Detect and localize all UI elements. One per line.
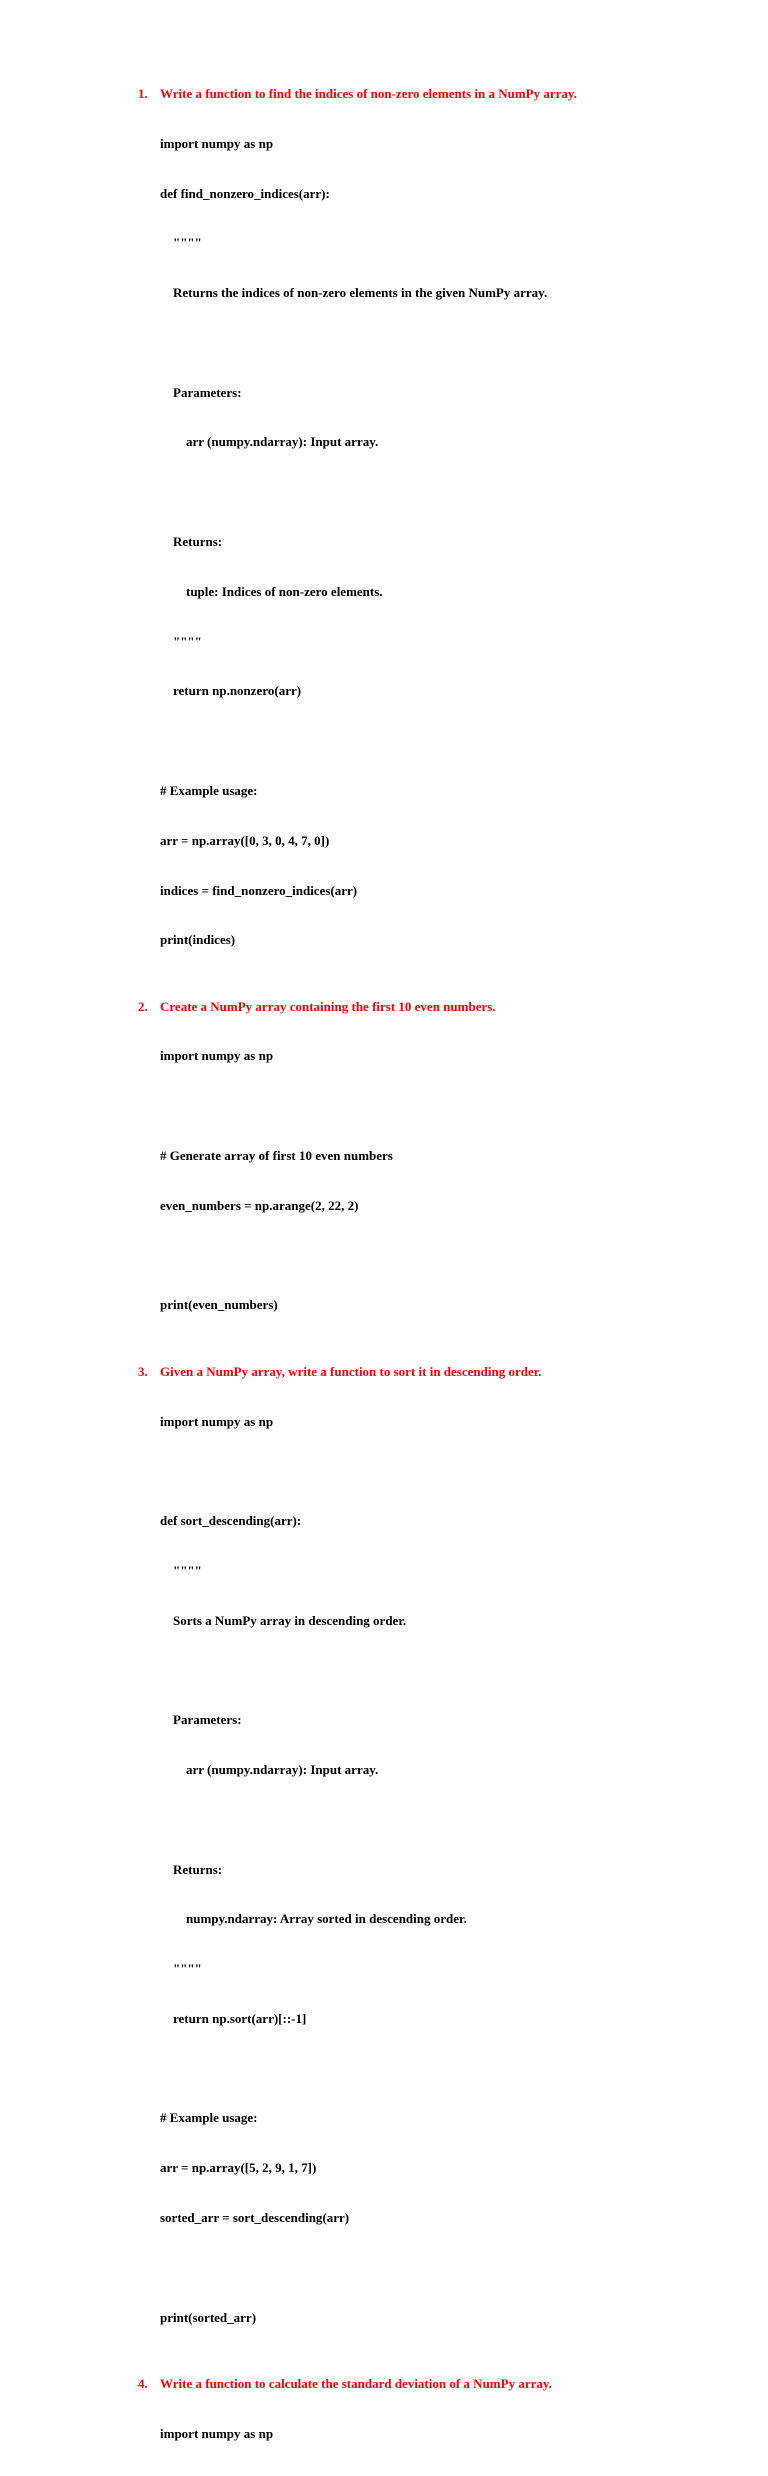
code-line [160, 484, 768, 501]
code-line: """" [160, 1562, 202, 1578]
code-line: Returns the indices of non-zero elements in the given NumPy array. [160, 285, 548, 301]
question-number: 3. [138, 1363, 148, 1379]
question-heading [0, 1364, 768, 1381]
code-line [160, 2061, 768, 2078]
code-line: # Example usage: [160, 2110, 258, 2126]
code-line: sorted_arr = sort_descending(arr) [160, 2210, 350, 2225]
code-line: def find_nonzero_indices(arr): [160, 185, 330, 201]
code-line: arr (numpy.ndarray): Input array. [160, 1761, 379, 1777]
spacer [0, 1347, 768, 1364]
question-title: Write a function to calculate the standard deviation of a NumPy array. [160, 2375, 552, 2391]
question-title: Given a NumPy array, write a function to sort it in descending order. [160, 1363, 542, 1379]
code-line [160, 1248, 768, 1265]
question-title: Write a function to find the indices of non-zero elements in a NumPy array. [160, 86, 577, 101]
question-number: 2. [138, 998, 148, 1014]
code-line [160, 2260, 768, 2277]
question-number: 4. [138, 2375, 148, 2391]
code-line: Returns: [160, 1861, 223, 1877]
code-line: arr = np.array([0, 3, 0, 4, 7, 0]) [160, 832, 330, 848]
code-line: print(indices) [160, 932, 236, 948]
code-line: return np.sort(arr)[::-1] [160, 2010, 307, 2026]
question-heading [0, 2376, 768, 2393]
question-title: Create a NumPy array containing the first 10 even numbers. [160, 998, 496, 1014]
question-3 [0, 1364, 768, 2360]
code-line: import numpy as np [160, 1048, 274, 1064]
code-line: import numpy as np [160, 135, 274, 151]
code-line: return np.nonzero(arr) [160, 683, 302, 699]
code-line [160, 1662, 768, 1679]
code-line [160, 1812, 768, 1829]
question-number: 1. [138, 86, 148, 101]
question-4 [0, 2376, 768, 2476]
code-line: Parameters: [160, 384, 242, 400]
code-line: def sort_descending(arr): [160, 1513, 302, 1529]
code-line: print(sorted_arr) [160, 2309, 257, 2325]
code-line: """" [160, 633, 202, 649]
code-line [160, 1463, 768, 1480]
code-line: import numpy as np [160, 1413, 274, 1429]
document-page [0, 86, 768, 2476]
code-line: Returns: [160, 534, 223, 550]
code-line [160, 1098, 768, 1115]
question-heading [0, 86, 768, 103]
question-heading [0, 999, 768, 1016]
code-line [160, 733, 768, 750]
code-line: even_numbers = np.arange(2, 22, 2) [160, 1197, 359, 1213]
code-block [0, 2393, 768, 2476]
code-line: # Example usage: [160, 782, 258, 798]
code-line: print(even_numbers) [160, 1297, 278, 1313]
code-line: arr = np.array([5, 2, 9, 1, 7]) [160, 2160, 317, 2176]
code-block [0, 103, 768, 982]
code-line: # Generate array of first 10 even numbers [160, 1148, 393, 1163]
code-line: Sorts a NumPy array in descending order. [160, 1612, 407, 1628]
code-line: Parameters: [160, 1712, 242, 1728]
question-2 [0, 999, 768, 1347]
code-block [0, 1015, 768, 1347]
code-line: indices = find_nonzero_indices(arr) [160, 882, 358, 898]
code-block [0, 1380, 768, 2359]
spacer [0, 982, 768, 999]
code-line [160, 335, 768, 352]
code-line: """" [160, 1961, 202, 1977]
question-1 [0, 86, 768, 982]
spacer [0, 2359, 768, 2376]
code-line: tuple: Indices of non-zero elements. [160, 583, 383, 599]
code-line: """" [160, 235, 202, 251]
code-line: import numpy as np [160, 2425, 274, 2441]
code-line: numpy.ndarray: Array sorted in descending order. [160, 1911, 467, 1927]
code-line: arr (numpy.ndarray): Input array. [160, 434, 379, 450]
